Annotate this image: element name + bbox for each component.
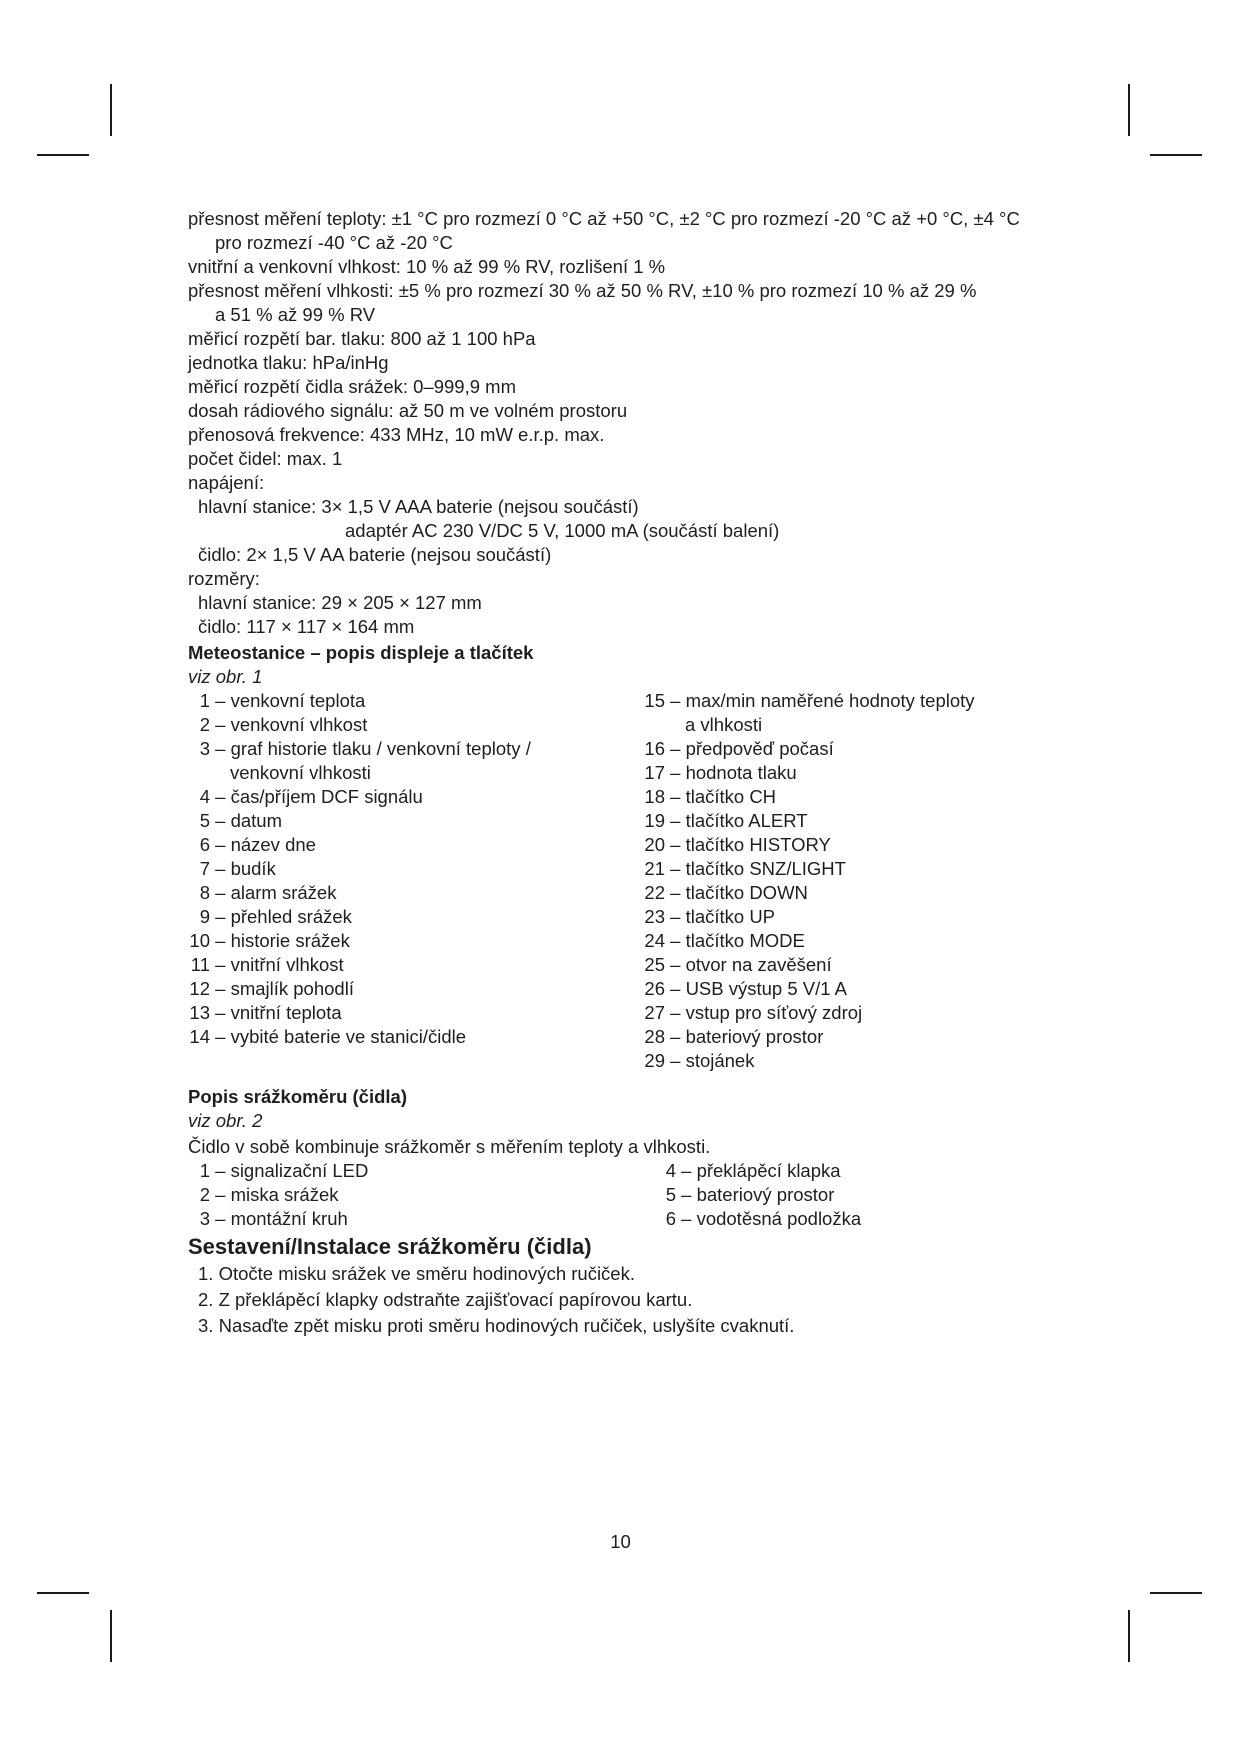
crop-mark (1128, 84, 1130, 136)
legend-item-number: 23 (644, 906, 665, 927)
legend-item-number: 1 (199, 1160, 210, 1181)
legend-item (188, 1159, 638, 1183)
install-step-text: Z překlápěcí klapky odstraňte zajišťovací papírovou kartu. (213, 1289, 693, 1310)
legend-item-text: – tlačítko MODE (665, 930, 805, 951)
crop-mark (37, 1592, 89, 1594)
legend-item (643, 977, 1083, 1001)
install-step (188, 1261, 1078, 1287)
spec-line: měřicí rozpětí bar. tlaku: 800 až 1 100 hPa (188, 328, 536, 349)
station-legend-right (643, 689, 1083, 1073)
legend-item-text: – bateriový prostor (676, 1184, 835, 1205)
legend-item (188, 905, 638, 929)
station-figure-ref: viz obr. 1 (188, 666, 263, 687)
legend-item (643, 1001, 1083, 1025)
legend-item-number: 6 (199, 834, 210, 855)
legend-item-number: 5 (665, 1184, 676, 1205)
legend-item-text: – budík (210, 858, 276, 879)
legend-item-text: – tlačítko ALERT (665, 810, 808, 831)
legend-item-text: – historie srážek (210, 930, 350, 951)
crop-mark (110, 84, 112, 136)
station-legend-left (188, 689, 638, 1049)
legend-item (188, 881, 638, 905)
install-step (188, 1313, 1078, 1339)
spec-line: vnitřní a venkovní vlhkost: 10 % až 99 % RV, rozlišení 1 % (188, 256, 666, 277)
legend-item (188, 977, 638, 1001)
legend-item-text: – tlačítko CH (665, 786, 777, 807)
legend-item (654, 1207, 1094, 1231)
legend-item-number: 6 (665, 1208, 676, 1229)
legend-item-cont: venkovní vlhkosti (230, 762, 371, 783)
legend-item-text: – tlačítko DOWN (665, 882, 808, 903)
spec-line-cont: a 51 % až 99 % RV (215, 304, 376, 325)
legend-item-number: 25 (644, 954, 665, 975)
legend-item-text: – USB výstup 5 V/1 A (665, 978, 848, 999)
crop-mark (1150, 154, 1202, 156)
legend-item-number: 27 (644, 1002, 665, 1023)
legend-item-number: 15 (644, 690, 665, 711)
legend-item-cont: a vlhkosti (685, 714, 763, 735)
legend-item-text: – předpověď počasí (665, 738, 834, 759)
sensor-legend-right (654, 1159, 1094, 1231)
legend-item-number: 26 (644, 978, 665, 999)
crop-mark (1150, 1592, 1202, 1594)
legend-item-number: 19 (644, 810, 665, 831)
legend-item-text: – překlápěcí klapka (676, 1160, 841, 1181)
power-label: napájení: (188, 472, 265, 493)
legend-item-number: 24 (644, 930, 665, 951)
legend-item-number: 2 (199, 714, 210, 735)
legend-item-text: – smajlík pohodlí (210, 978, 354, 999)
legend-item-number: 9 (199, 906, 210, 927)
install-step-text: Nasaďte zpět misku proti směru hodinových ručiček, uslyšíte cvaknutí. (213, 1315, 795, 1336)
legend-item (643, 809, 1083, 833)
legend-item (643, 929, 1083, 953)
crop-mark (1128, 1610, 1130, 1662)
legend-item-text: – vnitřní vlhkost (210, 954, 344, 975)
legend-item-text: – vnitřní teplota (210, 1002, 342, 1023)
legend-item (188, 785, 638, 809)
legend-item (188, 857, 638, 881)
legend-item (643, 833, 1083, 857)
legend-item-number: 4 (199, 786, 210, 807)
legend-item (188, 1183, 638, 1207)
sensor-intro: Čidlo v sobě kombinuje srážkoměr s měřením teploty a vlhkosti. (188, 1136, 711, 1157)
legend-item-text: – přehled srážek (210, 906, 352, 927)
legend-item (643, 761, 1083, 785)
legend-item (188, 809, 638, 833)
legend-item (643, 1049, 1083, 1073)
legend-item-number: 3 (199, 738, 210, 759)
legend-item (188, 1207, 638, 1231)
legend-item (643, 689, 1083, 713)
legend-item-text: – venkovní teplota (210, 690, 366, 711)
legend-item-number: 22 (644, 882, 665, 903)
legend-item-number: 2 (199, 1184, 210, 1205)
legend-item-text: – tlačítko SNZ/LIGHT (665, 858, 846, 879)
legend-item-number: 16 (644, 738, 665, 759)
dimensions-label: rozměry: (188, 568, 260, 589)
sensor-heading: Popis srážkoměru (čidla) (188, 1086, 407, 1107)
install-step-number: 2. (198, 1289, 214, 1310)
legend-item (643, 881, 1083, 905)
page-content (188, 207, 1078, 1339)
spec-line: přesnost měření teploty: ±1 °C pro rozmezí 0 °C až +50 °C, ±2 °C pro rozmezí -20 °C až +0 °C, ±4 °C (188, 208, 1020, 229)
legend-item-number: 20 (644, 834, 665, 855)
legend-item-number: 11 (190, 954, 210, 975)
legend-item-text: – otvor na zavěšení (665, 954, 832, 975)
legend-item-number: 7 (199, 858, 210, 879)
legend-item-number: 28 (644, 1026, 665, 1047)
legend-item-number: 14 (189, 1026, 210, 1047)
dimensions-main: hlavní stanice: 29 × 205 × 127 mm (198, 592, 482, 613)
spec-line: jednotka tlaku: hPa/inHg (188, 352, 389, 373)
legend-item (643, 785, 1083, 809)
sensor-legend-left (188, 1159, 638, 1231)
legend-item-number: 8 (199, 882, 210, 903)
legend-item-number: 4 (665, 1160, 676, 1181)
legend-item (643, 1025, 1083, 1049)
sensor-legend (188, 1159, 1078, 1231)
legend-item-text: – signalizační LED (210, 1160, 369, 1181)
legend-item (188, 953, 638, 977)
station-heading: Meteostanice – popis displeje a tlačítek (188, 642, 534, 663)
crop-mark (110, 1610, 112, 1662)
legend-item (188, 1001, 638, 1025)
spec-line: dosah rádiového signálu: až 50 m ve volném prostoru (188, 400, 628, 421)
legend-item (643, 857, 1083, 881)
legend-item (188, 737, 638, 761)
legend-item-text: – bateriový prostor (665, 1026, 824, 1047)
legend-item-number: 12 (189, 978, 210, 999)
legend-item-number: 10 (189, 930, 210, 951)
crop-mark (37, 154, 89, 156)
legend-item-number: 1 (199, 690, 210, 711)
power-adapter: adaptér AC 230 V/DC 5 V, 1000 mA (součástí balení) (345, 520, 780, 541)
install-heading: Sestavení/Instalace srážkoměru (čidla) (188, 1234, 592, 1259)
legend-item-text: – stojánek (665, 1050, 755, 1071)
legend-item-text: – název dne (210, 834, 316, 855)
station-legend (188, 689, 1078, 1071)
page-number: 10 (610, 1531, 631, 1552)
legend-item (643, 905, 1083, 929)
legend-item (188, 713, 638, 737)
legend-item-text: – alarm srážek (210, 882, 337, 903)
spec-line: přenosová frekvence: 433 MHz, 10 mW e.r.p. max. (188, 424, 605, 445)
legend-item-number: 3 (199, 1208, 210, 1229)
legend-item (643, 953, 1083, 977)
legend-item-text: – vodotěsná podložka (676, 1208, 862, 1229)
install-step (188, 1287, 1078, 1313)
legend-item-text: – tlačítko HISTORY (665, 834, 831, 855)
spec-line-cont: pro rozmezí -40 °C až -20 °C (215, 232, 453, 253)
spec-line: přesnost měření vlhkosti: ±5 % pro rozmezí 30 % až 50 % RV, ±10 % pro rozmezí 10 % až 29 % (188, 280, 977, 301)
legend-item (188, 833, 638, 857)
legend-item-number: 13 (189, 1002, 210, 1023)
legend-item (188, 689, 638, 713)
legend-item (188, 929, 638, 953)
legend-item-text: – vstup pro síťový zdroj (665, 1002, 863, 1023)
legend-item-text: – venkovní vlhkost (210, 714, 368, 735)
legend-item (654, 1183, 1094, 1207)
legend-item-text: – čas/příjem DCF signálu (210, 786, 423, 807)
power-sensor: čidlo: 2× 1,5 V AA baterie (nejsou součástí) (198, 544, 552, 565)
legend-item-text: – montážní kruh (210, 1208, 348, 1229)
legend-item-text: – hodnota tlaku (665, 762, 797, 783)
install-steps (188, 1261, 1078, 1339)
sensor-figure-ref: viz obr. 2 (188, 1110, 263, 1131)
legend-item-text: – max/min naměřené hodnoty teploty (665, 690, 975, 711)
legend-item-text: – graf historie tlaku / venkovní teploty / (210, 738, 531, 759)
dimensions-sensor: čidlo: 117 × 117 × 164 mm (198, 616, 415, 637)
install-step-number: 3. (198, 1315, 214, 1336)
legend-item-number: 18 (644, 786, 665, 807)
legend-item (188, 1025, 638, 1049)
spec-line: počet čidel: max. 1 (188, 448, 343, 469)
install-step-text: Otočte misku srážek ve směru hodinových ručiček. (213, 1263, 635, 1284)
spec-list (188, 207, 1078, 639)
legend-item-text: – tlačítko UP (665, 906, 776, 927)
legend-item-number: 21 (644, 858, 665, 879)
legend-item-text: – vybité baterie ve stanici/čidle (210, 1026, 467, 1047)
legend-item-number: 17 (644, 762, 665, 783)
power-main: hlavní stanice: 3× 1,5 V AAA baterie (nejsou součástí) (198, 496, 639, 517)
legend-item-number: 5 (199, 810, 210, 831)
legend-item (643, 737, 1083, 761)
spec-line: měřicí rozpětí čidla srážek: 0–999,9 mm (188, 376, 516, 397)
legend-item-text: – datum (210, 810, 282, 831)
legend-item-text: – miska srážek (210, 1184, 339, 1205)
legend-item (654, 1159, 1094, 1183)
legend-item-number: 29 (644, 1050, 665, 1071)
install-step-number: 1. (198, 1263, 214, 1284)
